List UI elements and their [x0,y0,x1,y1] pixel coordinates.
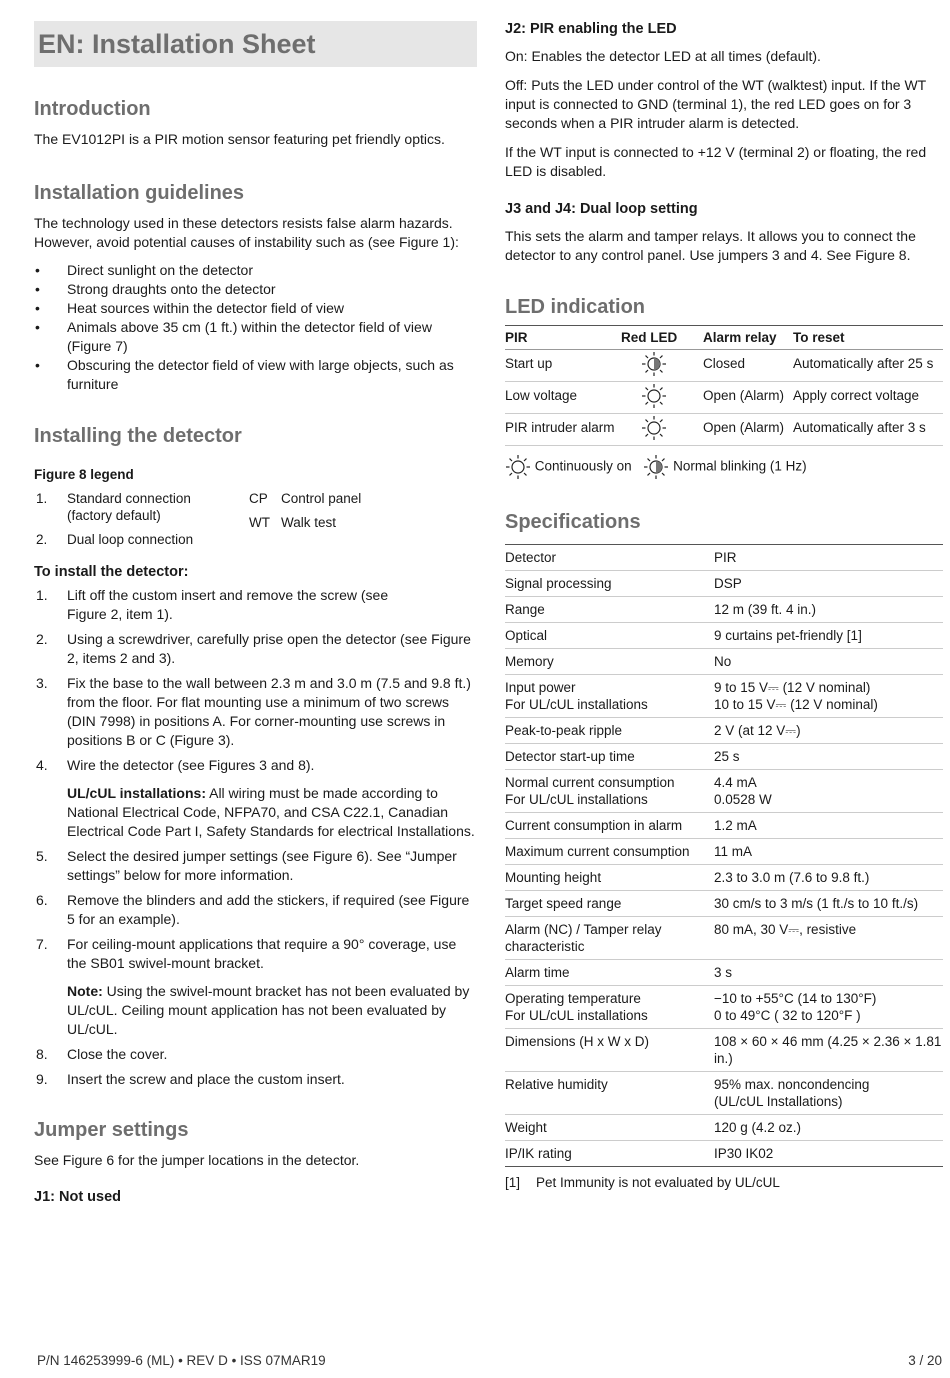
key-label: Continuously on [534,458,632,474]
key-label: Normal blinking (1 Hz) [673,458,807,474]
title-bar [34,21,477,67]
steps-list [34,1045,477,1089]
column-header: Red LED [621,326,703,350]
table-row [505,1141,943,1167]
list-item: 2. Using a screwdriver, carefully prise open the detector (see Figure 2, items 2 and 3). [36,631,471,666]
table-cell: Low voltage [505,382,621,414]
document-number: P/N 146253999-6 (ML) • REV D • ISS 07MAR19 [37,1353,326,1368]
spec-value: 2.3 to 3.0 m (7.6 to 9.8 ft.) [714,865,943,891]
intro-text: The EV1012PI is a PIR motion sensor featuring pet friendly optics. [34,131,445,147]
spec-label: Optical [505,623,714,649]
led-on-icon [505,454,531,480]
spec-label: Maximum current consumption [505,839,714,865]
spec-value: 9 curtains pet-friendly [1] [714,623,943,649]
installing-heading: Installing the detector [34,425,242,447]
table-row [505,1029,943,1072]
list-item: 6. Remove the blinders and add the stickers, if required (see Figure 5 for an example). [36,892,470,927]
spec-label: Weight [505,1115,714,1141]
jumper-text: See Figure 6 for the jumper locations in the detector. [34,1152,360,1168]
table-row [505,960,943,986]
legend-item: CP Control panel [249,491,362,506]
spec-label: Alarm time [505,960,714,986]
spec-value: −10 to +55°C (14 to 130°F) 0 to 49°C ( 32 to 120°F ) [714,986,943,1029]
spec-value: 30 cm/s to 3 m/s (1 ft./s to 10 ft./s) [714,891,943,917]
table-row [505,865,943,891]
spec-label: Relative humidity [505,1072,714,1115]
spec-label: Detector [505,545,714,571]
spec-value: 11 mA [714,839,943,865]
led-blinking-icon [641,351,667,377]
legend-title: Figure 8 legend [34,467,134,482]
spec-value: 108 × 60 × 46 mm (4.25 × 2.36 × 1.81 in.) [714,1029,943,1072]
steps-list [34,847,477,973]
swivel-note: Note: Using the swivel-mount bracket has not been evaluated by UL/cUL. Ceiling mount application has not been evaluated by UL/cUL. [67,983,470,1037]
table-row [505,675,943,718]
table-row [505,597,943,623]
column-header: To reset [793,326,943,350]
list-item: 1. Lift off the custom insert and remove the screw (see Figure 2, item 1). [36,587,389,622]
spec-label: Alarm (NC) / Tamper relay characteristic [505,917,714,960]
j34-text: This sets the alarm and tamper relays. It allows you to connect the detector to any control panel. Use jumpers 3 and 4. See Figure 8. [505,228,916,263]
spec-value: 12 m (39 ft. 4 in.) [714,597,943,623]
table-row [505,744,943,770]
table-row [505,718,943,744]
table-row [505,350,943,382]
steps-title: To install the detector: [34,564,189,580]
table-row [505,770,943,813]
table-cell: PIR intruder alarm [505,414,621,446]
table-row [505,917,943,960]
spec-label: Mounting height [505,865,714,891]
spec-label: Current consumption in alarm [505,813,714,839]
list-item: 4. Wire the detector (see Figures 3 and 8). [36,757,315,773]
spec-label: Dimensions (H x W x D) [505,1029,714,1072]
spec-label: Memory [505,649,714,675]
list-item: 7. For ceiling-mount applications that require a 90° coverage, use the SB01 swivel-mount bracket. [36,936,457,971]
spec-label: Signal processing [505,571,714,597]
specs-table [505,544,943,1167]
page-title: EN: Installation Sheet [38,29,316,59]
spec-label: Detector start-up time [505,744,714,770]
spec-value: No [714,649,943,675]
spec-value: 9 to 15 V⎓ (12 V nominal) 10 to 15 V⎓ (12 V nominal) [714,675,943,718]
legend-item: 1. Standard connection (factory default) [36,491,191,523]
guidelines-heading: Installation guidelines [34,182,245,204]
spec-value: 80 mA, 30 V⎓, resistive [714,917,943,960]
legend-item: 2. Dual loop connection [36,532,194,547]
list-item: • Heat sources within the detector field of view [35,300,345,316]
right-column [505,21,943,1190]
spec-label: IP/IK rating [505,1141,714,1167]
spec-label: Range [505,597,714,623]
j2-off-text: Off: Puts the LED under control of the WT (walktest) input. If the WT input is connected to GND (terminal 1), the red LED goes on for 3 seconds when a PIR intruder alarm is detected. [505,77,926,131]
spec-label: Operating temperature For UL/cUL installations [505,986,714,1029]
j2-wt-text: If the WT input is connected to +12 V (terminal 2) or floating, the red LED is disabled. [505,144,927,179]
table-row [505,1115,943,1141]
list-item: • Strong draughts onto the detector [35,281,276,297]
list-item: 3. Fix the base to the wall between 2.3 m and 3.0 m (7.5 and 9.8 ft.) from the floor. For flat mounting use a minimum of two screws (DIN 7998) in positions A. For corner-mounting use screws in positions B or C (Figure 3). [36,675,471,748]
steps-list [34,586,477,775]
table-header-row [505,326,943,350]
table-row [505,839,943,865]
spec-value: 3 s [714,960,943,986]
table-row [505,649,943,675]
led-table [505,325,943,446]
led-heading: LED indication [505,296,645,318]
left-column [34,21,477,1205]
page-number: 3 / 20 [908,1353,942,1368]
j2-on-text: On: Enables the detector LED at all times (default). [505,48,821,64]
footnote: [1] Pet Immunity is not evaluated by UL/cUL [505,1175,780,1190]
table-cell: Open (Alarm) [703,382,793,414]
spec-value: PIR [714,545,943,571]
table-cell: Closed [703,350,793,382]
led-blinking-icon [643,454,669,480]
spec-value: DSP [714,571,943,597]
table-row [505,986,943,1029]
j1-heading: J1: Not used [34,1189,122,1205]
intro-heading: Introduction [34,98,151,120]
table-row [505,623,943,649]
spec-value: 95% max. noncondencing (UL/cUL Installations) [714,1072,943,1115]
column-header: Alarm relay [703,326,793,350]
list-item: 8. Close the cover. [36,1046,168,1062]
list-item: 9. Insert the screw and place the custom insert. [36,1071,345,1087]
table-row [505,1072,943,1115]
list-item: • Direct sunlight on the detector [35,262,253,278]
list-item: • Obscuring the detector field of view with large objects, such as furniture [35,357,454,392]
led-on-icon [641,383,667,409]
spec-value: 25 s [714,744,943,770]
led-key [505,454,943,480]
spec-value: 2 V (at 12 V⎓) [714,718,943,744]
list-item: • Animals above 35 cm (1 ft.) within the detector field of view (Figure 7) [35,319,432,354]
spec-label: Input power For UL/cUL installations [505,675,714,718]
list-item: 5. Select the desired jumper settings (see Figure 6). See “Jumper settings” below for more information. [36,848,457,883]
led-on-icon [641,415,667,441]
table-row [505,813,943,839]
figure-legend [34,490,477,552]
table-cell: Apply correct voltage [793,382,943,414]
ul-note: UL/cUL installations: All wiring must be made according to National Electrical Code, NFPA70, and CSA C22.1, Canadian Electrical Code Part I, Safety Standards for electrical Installations. [67,785,475,839]
table-cell [621,414,703,446]
spec-value: 4.4 mA 0.0528 W [714,770,943,813]
table-cell: Start up [505,350,621,382]
table-row [505,382,943,414]
table-cell: Automatically after 3 s [793,414,943,446]
j34-heading: J3 and J4: Dual loop setting [505,201,698,217]
table-cell: Automatically after 25 s [793,350,943,382]
column-header: PIR [505,326,621,350]
j2-heading: J2: PIR enabling the LED [505,21,677,37]
spec-label: Target speed range [505,891,714,917]
spec-value: 1.2 mA [714,813,943,839]
table-row [505,414,943,446]
table-cell [621,382,703,414]
legend-item: WT Walk test [249,515,337,530]
guidelines-list [34,261,477,394]
spec-value: 120 g (4.2 oz.) [714,1115,943,1141]
page-footer [37,1353,942,1368]
table-row [505,571,943,597]
guidelines-text: The technology used in these detectors resists false alarm hazards. However, avoid potential causes of instability such as (see Figure 1): [34,215,459,250]
table-cell [621,350,703,382]
spec-label: Peak-to-peak ripple [505,718,714,744]
table-row [505,545,943,571]
table-cell: Open (Alarm) [703,414,793,446]
table-row [505,891,943,917]
spec-label: Normal current consumption For UL/cUL installations [505,770,714,813]
specs-heading: Specifications [505,511,641,533]
jumper-heading: Jumper settings [34,1119,189,1141]
spec-value: IP30 IK02 [714,1141,943,1167]
